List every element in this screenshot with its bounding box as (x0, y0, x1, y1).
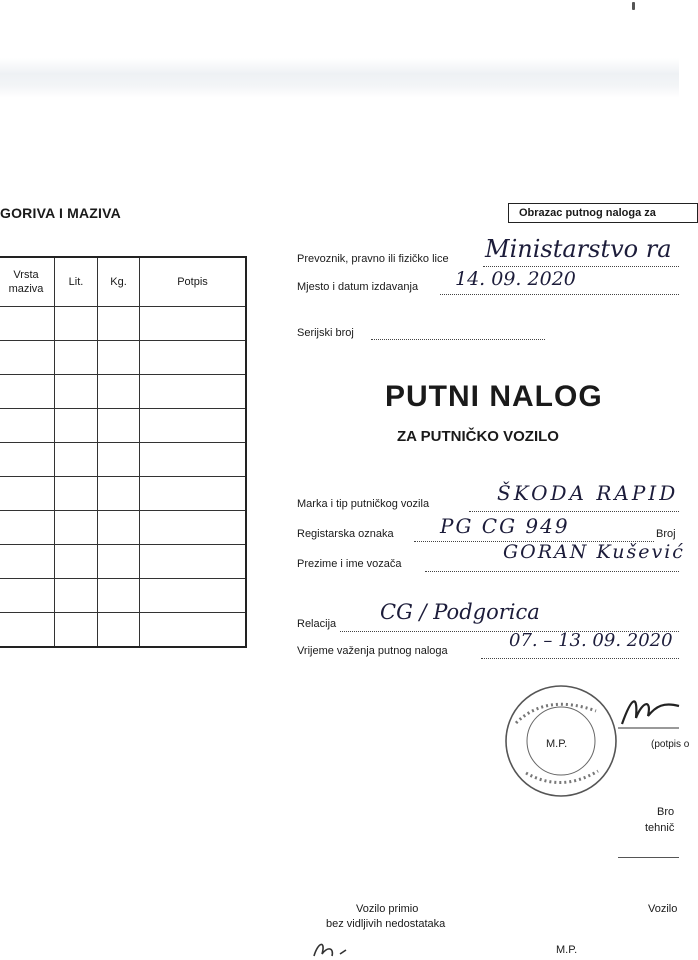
table-cell (98, 511, 140, 545)
place-date-line (440, 294, 679, 295)
table-row (0, 443, 246, 477)
validity-value: 07. – 13. 09. 2020 (509, 630, 673, 651)
table-cell (140, 375, 247, 409)
plate-extra-label: Broj (656, 528, 676, 540)
table-cell (98, 341, 140, 375)
table-cell (98, 613, 140, 648)
table-row (0, 511, 246, 545)
section-title: GORIVA I MAZIVA (0, 205, 121, 221)
table-cell (140, 307, 247, 341)
fuel-table (0, 256, 247, 648)
table-row (0, 375, 246, 409)
table-cell (98, 375, 140, 409)
carrier-line (483, 266, 679, 267)
table-cell (55, 409, 98, 443)
table-cell (98, 545, 140, 579)
table-row (0, 409, 246, 443)
table-cell (98, 477, 140, 511)
scan-band (0, 58, 679, 98)
table-row (0, 341, 246, 375)
table-cell (98, 409, 140, 443)
table-cell (98, 307, 140, 341)
driver-value: GORAN Kušević (503, 541, 685, 563)
table-cell (55, 443, 98, 477)
place-date-label: Mjesto i datum izdavanja (297, 281, 419, 293)
plate-label: Registarska oznaka (297, 528, 394, 540)
route-value: CG / Podgorica (380, 600, 540, 624)
carrier-label: Prevoznik, pravno ili fizičko lice (297, 253, 449, 265)
form-label-box: Obrazac putnog naloga za (508, 203, 698, 223)
serial-line (371, 339, 545, 340)
table-row (0, 613, 246, 648)
table-cell (140, 341, 247, 375)
table-cell (0, 477, 55, 511)
table-cell (55, 511, 98, 545)
col-header-lit: Lit. (55, 257, 98, 307)
place-date-value: 14. 09. 2020 (455, 268, 576, 290)
bottom-mp: M.P. (556, 944, 578, 956)
table-cell (55, 375, 98, 409)
table-cell (0, 579, 55, 613)
col-header-type: Vrsta maziva (0, 257, 55, 307)
signature-note: (potpis o (651, 739, 690, 750)
carrier-value: Ministarstvo ra (485, 235, 672, 263)
serial-label: Serijski broj (297, 327, 354, 339)
table-cell (140, 545, 247, 579)
table-cell (98, 443, 140, 477)
route-label: Relacija (297, 618, 337, 630)
table-row (0, 307, 246, 341)
validity-line (481, 658, 679, 659)
table-cell (140, 409, 247, 443)
table-cell (55, 613, 98, 648)
table-cell (55, 579, 98, 613)
table-cell (0, 341, 55, 375)
table-cell (0, 375, 55, 409)
table-cell (140, 579, 247, 613)
bottom-signature (300, 936, 420, 960)
validity-label: Vrijeme važenja putnog naloga (297, 645, 448, 657)
vehicle-right-label: Vozilo (648, 903, 678, 915)
page-subtitle: ZA PUTNIČKO VOZILO (397, 428, 559, 445)
table-cell (0, 307, 55, 341)
table-cell (0, 545, 55, 579)
table-cell (55, 477, 98, 511)
scan-speck (632, 2, 635, 10)
right-sign-line (618, 857, 679, 858)
page-title: PUTNI NALOG (385, 380, 603, 413)
table-header-row (0, 257, 246, 307)
table-row (0, 579, 246, 613)
driver-line (425, 571, 679, 572)
table-cell (0, 443, 55, 477)
table-cell (98, 579, 140, 613)
table-cell (0, 409, 55, 443)
table-cell (140, 511, 247, 545)
col-header-kg: Kg. (98, 257, 140, 307)
table-cell (55, 545, 98, 579)
official-stamp (486, 683, 626, 801)
received-line-2: bez vidljivih nedostataka (326, 918, 446, 930)
table-row (0, 545, 246, 579)
driver-label: Prezime i ime vozača (297, 558, 402, 570)
table-row (0, 477, 246, 511)
table-cell (140, 443, 247, 477)
make-label: Marka i tip putničkog vozila (297, 498, 430, 510)
make-line (469, 511, 679, 512)
signature-scribble (618, 688, 679, 732)
make-value: ŠKODA RAPID (497, 481, 679, 505)
table-body (0, 307, 246, 648)
table-cell (140, 613, 247, 648)
table-cell (140, 477, 247, 511)
table-cell (0, 511, 55, 545)
stamp-center-text: M.P. (546, 738, 568, 750)
right-note-2: tehnič (645, 822, 675, 834)
right-note-1: Bro (657, 806, 675, 818)
table-cell (0, 613, 55, 648)
plate-value: PG CG 949 (440, 514, 570, 538)
received-line-1: Vozilo primio (356, 903, 419, 915)
table-cell (55, 341, 98, 375)
col-header-signature: Potpis (140, 257, 247, 307)
stamp-ring-lettering-bottom (526, 771, 598, 783)
table-cell (55, 307, 98, 341)
